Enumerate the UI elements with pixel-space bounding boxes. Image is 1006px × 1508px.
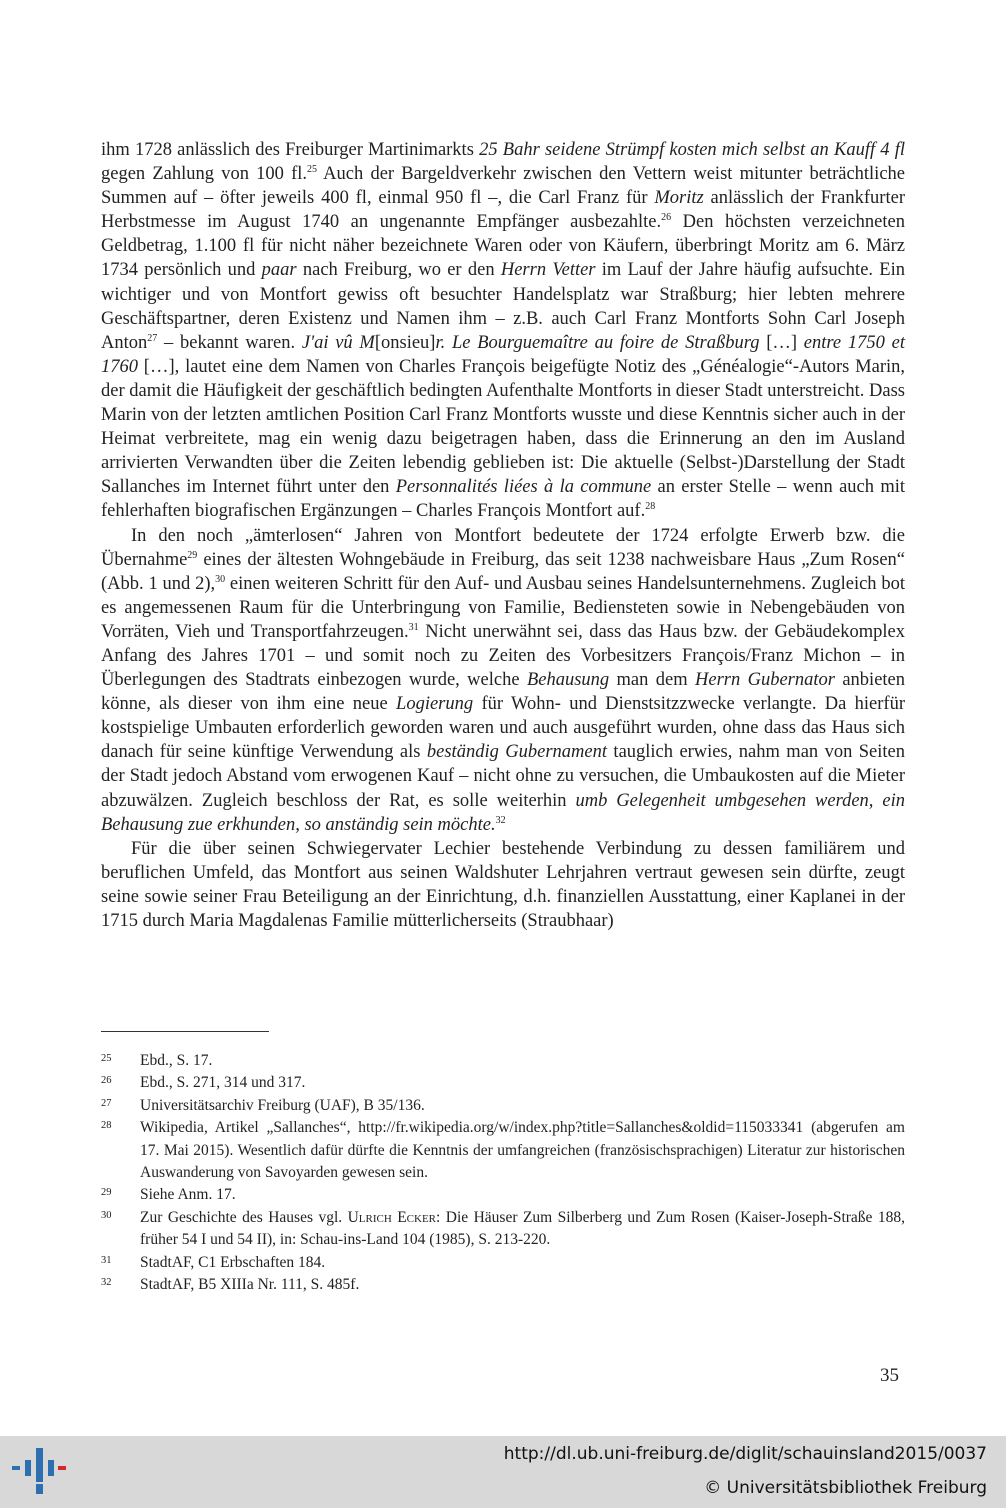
footnote-ref-31[interactable]: 31 <box>408 621 419 633</box>
paragraph-2 <box>101 524 905 837</box>
italic-quote: Personnalités liées à la commune <box>395 477 652 498</box>
copyright-notice: © Universitätsbibliothek Freiburg <box>704 1478 987 1498</box>
footnote-text: Siehe Anm. 17. <box>140 1186 236 1204</box>
text-run: anlässlich der Frankfurter Herbstmesse im August 1740 an ungenannte Empfänger ausbezahlte. <box>101 188 905 233</box>
footnote-text: Ebd., S. 17. <box>140 1052 213 1069</box>
text-run: [onsieu] <box>374 332 436 353</box>
text-run: für Wohn- und Dienstsitzzwecke verlangte. Da hierfür kostspielige Umbauten erforderlich geworden waren und auch ausgeführt wurden, ohne dass das Haus sich danach für seine künftige Verwendung als <box>101 694 905 763</box>
footnote-ref-28[interactable]: 28 <box>645 501 656 513</box>
footnote-number: 28 <box>101 1120 112 1132</box>
text-run: im Lauf der Jahre häufig aufsuchte. Ein wichtiger und von Montfort gewiss oft besuchter Handelsplatz war Straßburg; hier lebten mehrere Geschäftspartner, deren Existenz und Namen ihm – z.B. auch Carl Franz Montforts Sohn Carl Joseph Anton <box>101 260 906 353</box>
footnote-30 <box>101 1207 905 1252</box>
footnote-25 <box>101 1050 905 1072</box>
footnote-number: 32 <box>101 1277 112 1289</box>
footnote-text: StadtAF, B5 XIIIa Nr. 111, S. 485f. <box>140 1276 360 1294</box>
footnote-number: 31 <box>101 1254 112 1266</box>
text-run: In den noch „ämterlosen“ Jahren von Montfort bedeutete der 1724 erfolgte Erwerb bzw. die Übernahme <box>101 525 905 570</box>
footnote-number: 25 <box>101 1053 112 1064</box>
page-number: 35 <box>880 1365 899 1386</box>
footnote-27 <box>101 1095 905 1117</box>
text-run: ihm 1728 anlässlich des Freiburger Martinimarkts <box>101 140 480 160</box>
footnote-text: Wikipedia, Artikel „Sallanches“, http://fr.wikipedia.org/w/index.php?title=Sallanches&oldid=115033341 (abgerufen am 17. Mai 2015). Wesentlich dafür dürfte die Kenntnis der umfangreichen (französischsprachigen) Literatur zur historischen Auswanderung von Savoyarden gewesen sein. <box>140 1119 905 1182</box>
footnote-text <box>140 1207 905 1252</box>
body-text <box>101 138 905 933</box>
footnote-number: 26 <box>101 1075 112 1087</box>
text-run: nach Freiburg, wo er den <box>296 260 501 281</box>
italic-quote: Herrn Gubernator <box>695 670 835 691</box>
footnote-26 <box>101 1072 905 1094</box>
text-run: Den höchsten verzeichneten Geldbetrag, 1.100 fl für nicht näher bezeichnete Waren oder von Käufern, überbringt Moritz am 6. März 1734 persönlich und <box>101 212 905 281</box>
italic-quote: J'ai vû M <box>301 332 375 353</box>
italic-quote: Behausung <box>526 670 610 691</box>
footnote-text: StadtAF, C1 Erbschaften 184. <box>140 1253 326 1271</box>
italic-quote: beständig Gubernament <box>426 742 607 763</box>
footnote-number: 30 <box>101 1209 112 1221</box>
text-run: Nicht unerwähnt sei, dass das Haus bzw. der Gebäudekomplex Anfang des Jahres 1701 – und somit noch zu Zeiten des Vorbesitzers François/Franz Michon – in Überlegungen des Stadtrats einbezogen wurde, welche <box>101 621 905 691</box>
text-run: man dem <box>609 670 695 691</box>
text-run: : Die Häuser Zum Silberberg und Zum Rosen (Kaiser-Joseph-Straße 188, früher 54 I und 54 II), in: Schau-ins-Land 104 (1985), S. 213-220. <box>140 1208 905 1249</box>
footnote-31 <box>101 1252 905 1274</box>
footnote-29 <box>101 1184 905 1206</box>
text-run: […] <box>759 332 804 353</box>
text-run: Zur Geschichte des Hauses vgl. <box>140 1208 348 1226</box>
text-run: anbieten könne, als dieser von ihm eine neue <box>101 670 906 715</box>
italic-quote: Herrn Vetter <box>500 260 596 281</box>
italic-quote: Moritz <box>654 188 704 209</box>
italic-quote: Logierung <box>396 694 474 715</box>
footnote-ref-29[interactable]: 29 <box>187 549 198 561</box>
footnote-number: 29 <box>101 1187 112 1199</box>
text-run: an erster Stelle – wenn auch mit fehlerhaften biografischen Ergänzungen – Charles François Montfort auf. <box>101 477 905 522</box>
italic-quote: r. Le Bourguemaître au foire de Straßburg <box>435 332 760 353</box>
document-url-link[interactable]: http://dl.ub.uni-freiburg.de/diglit/schauinsland2015/0037 <box>503 1444 987 1464</box>
paragraph-3: Für die über seinen Schwiegervater Lechier bestehende Verbindung zu dessen familiärem und beruflichen Umfeld, das Montfort aus seinen Waldshuter Lehrjahren vertraut gewesen sein dürfte, zeugt seine sowie seiner Frau Beteiligung an der Einrichtung, d.h. finanziellen Ausstattung, einer Kaplanei in der 1715 durch Maria Magdalenas Familie mütterlicherseits (Straubhaar) <box>101 838 905 931</box>
author-name: Ulrich Ecker <box>347 1208 437 1226</box>
italic-quote: entre 1750 et 1760 <box>101 332 905 377</box>
footnote-ref-30[interactable]: 30 <box>215 573 226 585</box>
footnote-ref-25[interactable]: 25 <box>307 164 318 176</box>
text-run: tauglich erwies, nahm man von Seiten der Stadt jedoch Abstand vom erwogenen Kauf – nicht ohne zu versuchen, die Umbaukosten auf die Mieter abzuwälzen. Zugleich beschloss der Rat, es solle weiterhin <box>101 742 905 811</box>
text-run: gegen Zahlung von 100 fl. <box>101 164 308 185</box>
footnote-text: Universitätsarchiv Freiburg (UAF), B 35/136. <box>140 1096 425 1114</box>
text-run: eines der ältesten Wohngebäude in Freiburg, das seit 1238 nachweisbare Haus „Zum Rosen“ (Abb. 1 und 2), <box>101 549 905 594</box>
footnote-ref-27[interactable]: 27 <box>147 332 158 344</box>
footnote-divider <box>101 1031 269 1032</box>
italic-quote: 25 Bahr seidene Strümpf kosten mich selbst an Kauff 4 fl <box>479 140 906 160</box>
ub-freiburg-logo-icon <box>12 1446 66 1494</box>
italic-quote: umb Gelegenheit umbgesehen werden, ein Behausung zue erkhunden, so anständig sein möchte. <box>101 790 906 835</box>
text-run: Auch der Bargeldverkehr zwischen den Vettern weist mitunter beträchtliche Summen auf – öfter jeweils 400 fl, einmal 950 fl –, die Carl Franz für <box>101 164 905 209</box>
footnote-number: 27 <box>101 1097 112 1109</box>
italic-quote: paar <box>261 260 297 281</box>
footnote-ref-26[interactable]: 26 <box>661 212 672 224</box>
text-run: einen weiteren Schritt für den Auf- und Ausbau seines Handelsunternehmens. Zugleich bot es angemessenen Raum für die Unterbringung von Familie, Bediensteten sowie in Nebengebäuden von Vorräten, Vieh und Transportfahrzeugen. <box>101 573 905 642</box>
footnote-text: Ebd., S. 271, 314 und 317. <box>140 1074 306 1092</box>
text-run: […], lautet eine dem Namen von Charles François beigefügte Notiz des „Généalogie“-Autors Marin, der damit die Häufigkeit der geschäftlich bedingten Aufenthalte Montforts in dieser Stadt unterstreicht. Dass Marin von der letzten amtlichen Position Carl Franz Montforts wusste und diese Kenntnis sicher auch in der Heimat verbreitete, mag ein wenig dazu beigetragen haben, dass die Erinnerung an den im Ausland arrivierten Verwandten über die Zeiten lebendig geblieben ist: Die aktuelle (Selbst-)Darstellung der Stadt Sallanches im Internet führt unter den <box>101 356 905 498</box>
footnote-ref-32[interactable]: 32 <box>495 814 506 826</box>
footnotes <box>101 1050 905 1296</box>
paragraph-1 <box>101 138 905 524</box>
text-run: – bekannt waren. <box>157 332 302 353</box>
footnote-28 <box>101 1117 905 1184</box>
footnote-32 <box>101 1274 905 1296</box>
